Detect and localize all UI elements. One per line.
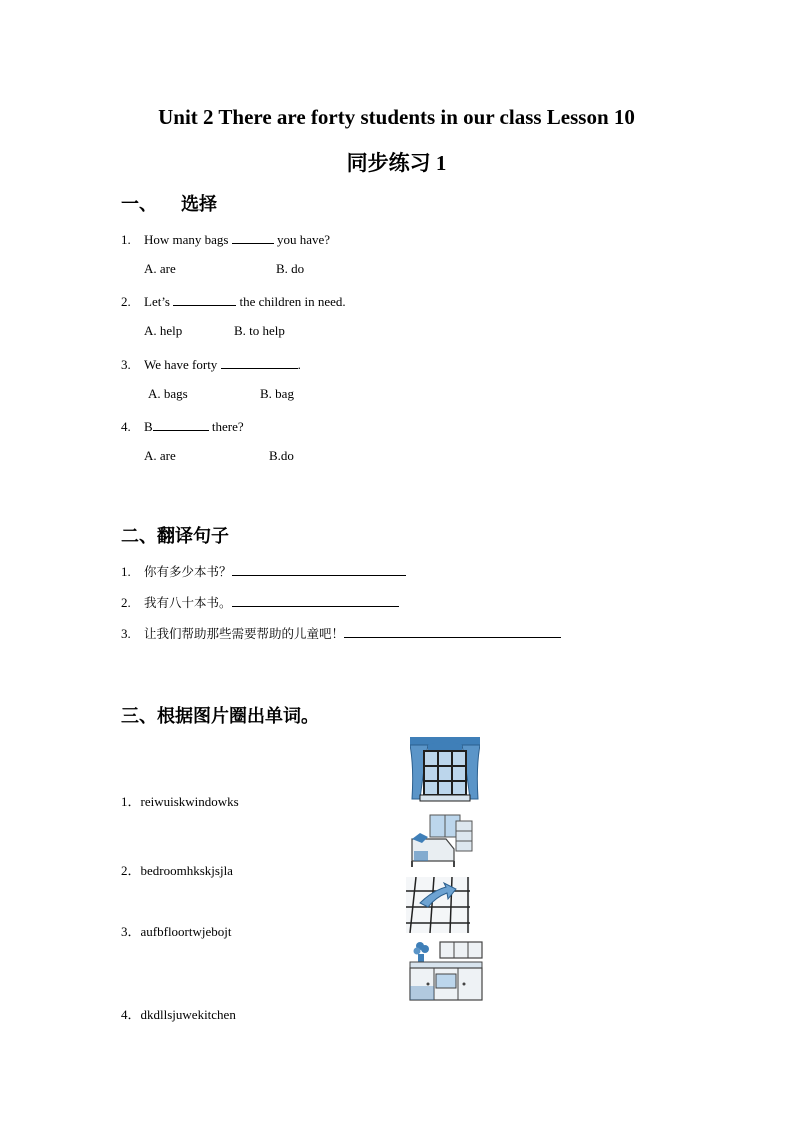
translate-item-3: [121, 624, 561, 642]
option-b: B. do: [276, 261, 305, 276]
question-text: B: [144, 419, 153, 434]
question-text: there?: [208, 419, 244, 434]
chinese-sentence: 让我们帮助那些需要帮助的儿童吧！: [144, 626, 345, 641]
section-heading-translate: 二、翻译句子: [121, 526, 229, 547]
question-number: 3.: [121, 357, 131, 372]
window-picture: [410, 737, 480, 803]
question-text: the children in need.: [236, 294, 346, 309]
item-number: 3.: [121, 626, 131, 641]
option-a: A. are: [144, 448, 176, 463]
question-number: 4.: [121, 419, 131, 434]
word-puzzle-1: [121, 791, 239, 810]
section-title: 选择: [181, 194, 217, 215]
answer-blank[interactable]: [153, 417, 209, 431]
worksheet-title: Unit 2 There are forty students in our class Lesson 10: [158, 105, 635, 129]
floor-picture: [406, 877, 470, 933]
option-a: A. bags: [148, 386, 188, 401]
translate-item-1: [121, 562, 406, 580]
item-number: 2.: [121, 595, 131, 610]
option-a: A. are: [144, 261, 176, 276]
item-number: 1.: [121, 564, 131, 579]
question-text: Let’s: [144, 294, 174, 309]
worksheet-subtitle: 同步练习 1: [346, 151, 447, 175]
option-a: A. help: [144, 323, 183, 338]
option-b: B. bag: [260, 386, 294, 401]
word-puzzle-3: [121, 921, 232, 940]
question-number: 2.: [121, 294, 131, 309]
word-puzzle-2: [121, 860, 233, 879]
letter-string[interactable]: reiwuiskwindowks: [140, 794, 239, 809]
section-heading-circle-words: 三、根据图片圈出单词。: [121, 706, 319, 727]
letter-string[interactable]: aufbfloortwjebojt: [140, 924, 232, 939]
question-text: .: [297, 357, 301, 372]
item-number: 2．: [121, 863, 141, 878]
section-heading-choice: [121, 190, 217, 216]
question-2: [121, 292, 346, 310]
question-4: [121, 417, 244, 435]
question-number: 1.: [121, 232, 131, 247]
option-b: B. to help: [234, 323, 285, 338]
letter-string[interactable]: bedroomhkskjsjla: [140, 863, 233, 878]
question-text: We have forty: [144, 357, 221, 372]
chinese-sentence: 我有八十本书。: [144, 595, 232, 610]
answer-blank[interactable]: [344, 624, 561, 638]
item-number: 1．: [121, 794, 141, 809]
item-number: 4．: [121, 1007, 141, 1022]
chinese-sentence: 你有多少本书？: [144, 564, 232, 579]
question-3: [121, 355, 301, 373]
item-number: 3．: [121, 924, 141, 939]
answer-blank[interactable]: [232, 230, 274, 244]
bedroom-picture: [408, 813, 474, 869]
answer-blank[interactable]: [221, 355, 298, 369]
kitchen-picture: [408, 940, 484, 1004]
answer-blank[interactable]: [232, 593, 399, 607]
answer-blank[interactable]: [173, 292, 236, 306]
section-number: 一、: [121, 194, 157, 215]
letter-string[interactable]: dkdllsjuwekitchen: [140, 1007, 236, 1022]
question-text: How many bags: [144, 232, 232, 247]
question-text: you have?: [273, 232, 331, 247]
translate-item-2: [121, 593, 399, 611]
question-1: [121, 230, 330, 248]
option-b: B.do: [269, 448, 294, 463]
answer-blank[interactable]: [232, 562, 406, 576]
word-puzzle-4: [121, 1004, 236, 1023]
